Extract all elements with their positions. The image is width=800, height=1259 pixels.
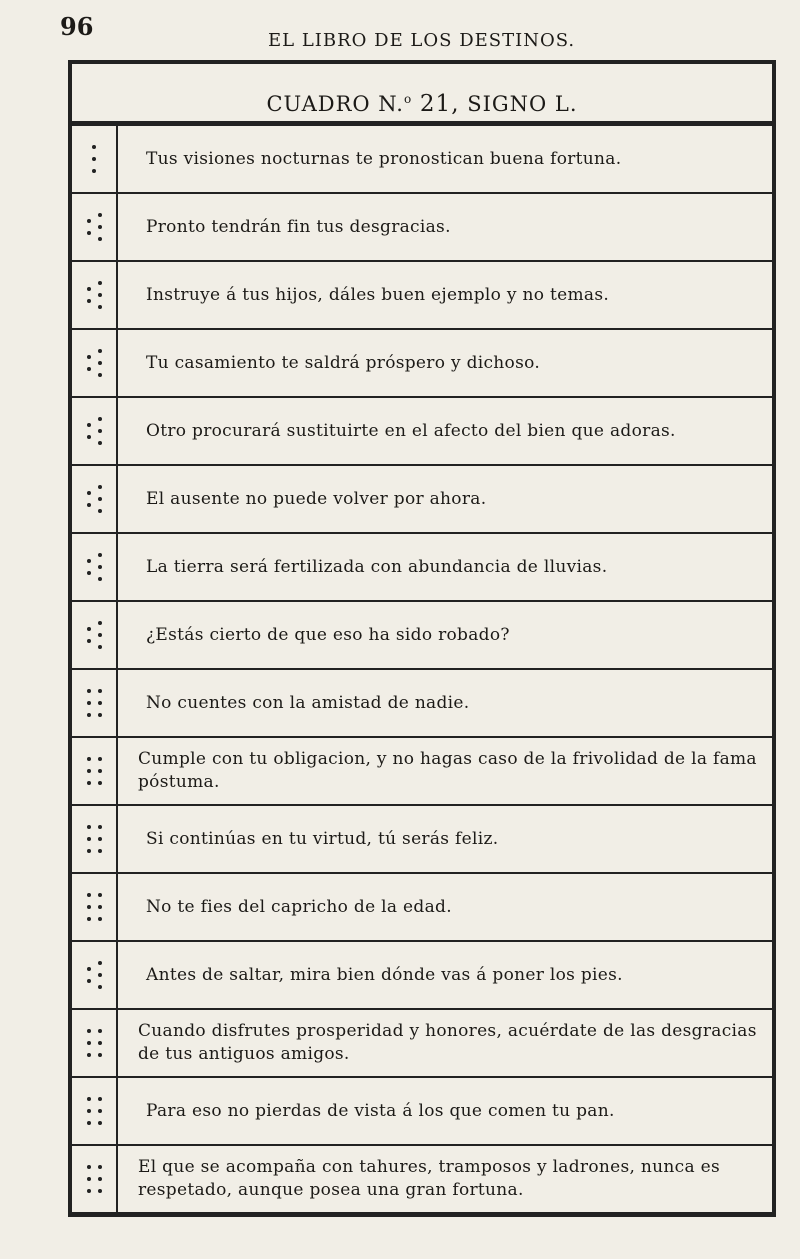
dot-column — [98, 961, 102, 989]
dot-column — [87, 893, 91, 921]
dot — [98, 961, 102, 965]
table-row — [72, 262, 772, 330]
dot — [87, 559, 91, 563]
dot — [87, 1177, 91, 1181]
table-row — [72, 670, 772, 738]
row-text: Para eso no pierdas de vista á los que comen tu pan. — [146, 1100, 615, 1121]
dot — [87, 231, 91, 235]
dot — [98, 349, 102, 353]
dot — [87, 893, 91, 897]
dot-column — [98, 689, 102, 717]
dot — [87, 781, 91, 785]
dot — [98, 701, 102, 705]
dot — [92, 157, 96, 161]
page-number: 96 — [60, 12, 94, 41]
table-row — [72, 1078, 772, 1146]
dot-column — [87, 287, 91, 303]
dot — [87, 825, 91, 829]
table-row — [72, 398, 772, 466]
row-text: Tu casamiento te saldrá próspero y dichoso. — [146, 352, 541, 373]
row-text: Tus visiones nocturnas te pronostican buena fortuna. — [146, 148, 622, 169]
row-text: La tierra será fertilizada con abundancia de lluvias. — [146, 556, 608, 577]
dot — [87, 1109, 91, 1113]
dot — [98, 713, 102, 717]
dot — [98, 225, 102, 229]
dot — [98, 373, 102, 377]
dot — [98, 361, 102, 365]
dot — [98, 1165, 102, 1169]
table-title-degree: o — [404, 92, 413, 106]
dot-column — [98, 1165, 102, 1193]
dot — [98, 689, 102, 693]
row-text: ¿Estás cierto de que eso ha sido robado? — [146, 624, 510, 645]
dot-column — [92, 145, 96, 173]
dot-column — [98, 553, 102, 581]
row-dot-marker — [72, 1010, 118, 1076]
dot — [98, 281, 102, 285]
dot — [87, 627, 91, 631]
row-text: Cumple con tu obligacion, y no hagas caso de la frivolidad de la fama póstuma. — [138, 749, 757, 792]
dot-column — [87, 491, 91, 507]
dot — [98, 497, 102, 501]
dot — [87, 491, 91, 495]
row-dot-marker — [72, 330, 118, 396]
table-title-prefix: CUADRO N. — [266, 92, 404, 116]
dot — [98, 917, 102, 921]
table-title-sign: SIGNO L. — [467, 92, 578, 116]
dot — [87, 1097, 91, 1101]
table-row — [72, 806, 772, 874]
row-text: El que se acompaña con tahures, tramposos y ladrones, nunca es respetado, aunque posea una gran fortuna. — [138, 1157, 721, 1200]
dot-column — [98, 349, 102, 377]
dot — [98, 237, 102, 241]
dot-column — [98, 825, 102, 853]
dot-column — [98, 417, 102, 445]
dot — [98, 973, 102, 977]
dot — [98, 837, 102, 841]
dot — [98, 1041, 102, 1045]
table-title — [72, 64, 772, 126]
dot — [87, 757, 91, 761]
row-text: Instruye á tus hijos, dáles buen ejemplo y no temas. — [146, 284, 610, 305]
dot — [98, 1189, 102, 1193]
row-text: No cuentes con la amistad de nadie. — [146, 692, 470, 713]
table-row — [72, 330, 772, 398]
dot-column — [98, 1097, 102, 1125]
running-head: EL LIBRO DE LOS DESTINOS. — [268, 30, 576, 51]
table-row — [72, 602, 772, 670]
table-row — [72, 534, 772, 602]
dot — [87, 1165, 91, 1169]
dot — [87, 1053, 91, 1057]
dot-column — [87, 559, 91, 575]
dot — [98, 213, 102, 217]
table-row — [72, 738, 772, 806]
row-dot-marker — [72, 1078, 118, 1144]
dot — [87, 571, 91, 575]
dot-column — [87, 689, 91, 717]
dot — [98, 905, 102, 909]
row-dot-marker — [72, 806, 118, 872]
dot — [98, 893, 102, 897]
row-dot-marker — [72, 262, 118, 328]
dot-column — [87, 219, 91, 235]
row-dot-marker — [72, 874, 118, 940]
table-row — [72, 194, 772, 262]
row-text: El ausente no puede volver por ahora. — [146, 488, 487, 509]
dot — [92, 145, 96, 149]
dot-column — [87, 423, 91, 439]
dot-column — [98, 281, 102, 309]
dot-column — [98, 893, 102, 921]
table-row — [72, 466, 772, 534]
table-rows — [72, 126, 772, 1212]
dot-column — [98, 485, 102, 513]
dot — [87, 917, 91, 921]
dot — [87, 967, 91, 971]
dot — [98, 1053, 102, 1057]
dot — [87, 905, 91, 909]
dot — [98, 577, 102, 581]
row-dot-marker — [72, 602, 118, 668]
dot — [98, 441, 102, 445]
dot — [87, 1041, 91, 1045]
table-row — [72, 874, 772, 942]
table-row — [72, 126, 772, 194]
dot — [98, 1029, 102, 1033]
dot — [87, 299, 91, 303]
dot — [87, 435, 91, 439]
dot — [98, 757, 102, 761]
dot-column — [87, 1165, 91, 1193]
dot — [98, 293, 102, 297]
dot — [98, 1109, 102, 1113]
dot — [87, 701, 91, 705]
row-dot-marker — [72, 126, 118, 192]
table-row — [72, 942, 772, 1010]
dot — [98, 781, 102, 785]
dot — [98, 645, 102, 649]
row-dot-marker — [72, 1146, 118, 1212]
dot — [87, 837, 91, 841]
row-dot-marker — [72, 194, 118, 260]
dot — [98, 485, 102, 489]
row-dot-marker — [72, 942, 118, 1008]
dot-column — [98, 757, 102, 785]
row-dot-marker — [72, 738, 118, 804]
dot — [98, 985, 102, 989]
dot-column — [87, 825, 91, 853]
row-text: No te fies del capricho de la edad. — [146, 896, 452, 917]
dot — [98, 509, 102, 513]
dot — [98, 1121, 102, 1125]
table-title-number: 21, — [419, 91, 460, 117]
row-dot-marker — [72, 670, 118, 736]
dot-column — [87, 355, 91, 371]
dot — [98, 621, 102, 625]
dot — [87, 287, 91, 291]
dot — [87, 849, 91, 853]
oracle-table — [68, 60, 776, 1217]
dot — [98, 565, 102, 569]
dot-column — [98, 213, 102, 241]
dot — [87, 367, 91, 371]
dot-column — [87, 967, 91, 983]
dot-column — [87, 1097, 91, 1125]
table-row — [72, 1146, 772, 1212]
dot — [87, 979, 91, 983]
row-dot-marker — [72, 398, 118, 464]
dot-column — [87, 757, 91, 785]
row-text: Cuando disfrutes prosperidad y honores, acuérdate de las desgracias de tus antiguos amigos. — [138, 1021, 757, 1064]
row-text: Otro procurará sustituirte en el afecto del bien que adoras. — [146, 420, 676, 441]
dot — [98, 1097, 102, 1101]
dot — [98, 553, 102, 557]
dot — [98, 849, 102, 853]
row-text: Pronto tendrán fin tus desgracias. — [146, 216, 451, 237]
dot — [98, 417, 102, 421]
dot-column — [87, 627, 91, 643]
dot-column — [98, 621, 102, 649]
dot — [98, 305, 102, 309]
dot-column — [98, 1029, 102, 1057]
dot — [87, 713, 91, 717]
dot — [87, 423, 91, 427]
dot — [87, 639, 91, 643]
dot — [87, 769, 91, 773]
dot — [87, 689, 91, 693]
dot — [87, 1121, 91, 1125]
row-dot-marker — [72, 534, 118, 600]
row-text: Si continúas en tu virtud, tú serás feliz. — [146, 828, 499, 849]
dot — [98, 633, 102, 637]
dot — [87, 219, 91, 223]
row-text: Antes de saltar, mira bien dónde vas á poner los pies. — [146, 964, 623, 985]
table-row — [72, 1010, 772, 1078]
dot — [98, 429, 102, 433]
dot — [87, 1189, 91, 1193]
dot — [87, 503, 91, 507]
dot — [87, 355, 91, 359]
dot-column — [87, 1029, 91, 1057]
dot — [98, 825, 102, 829]
dot — [98, 769, 102, 773]
dot — [98, 1177, 102, 1181]
dot — [87, 1029, 91, 1033]
dot — [92, 169, 96, 173]
row-dot-marker — [72, 466, 118, 532]
